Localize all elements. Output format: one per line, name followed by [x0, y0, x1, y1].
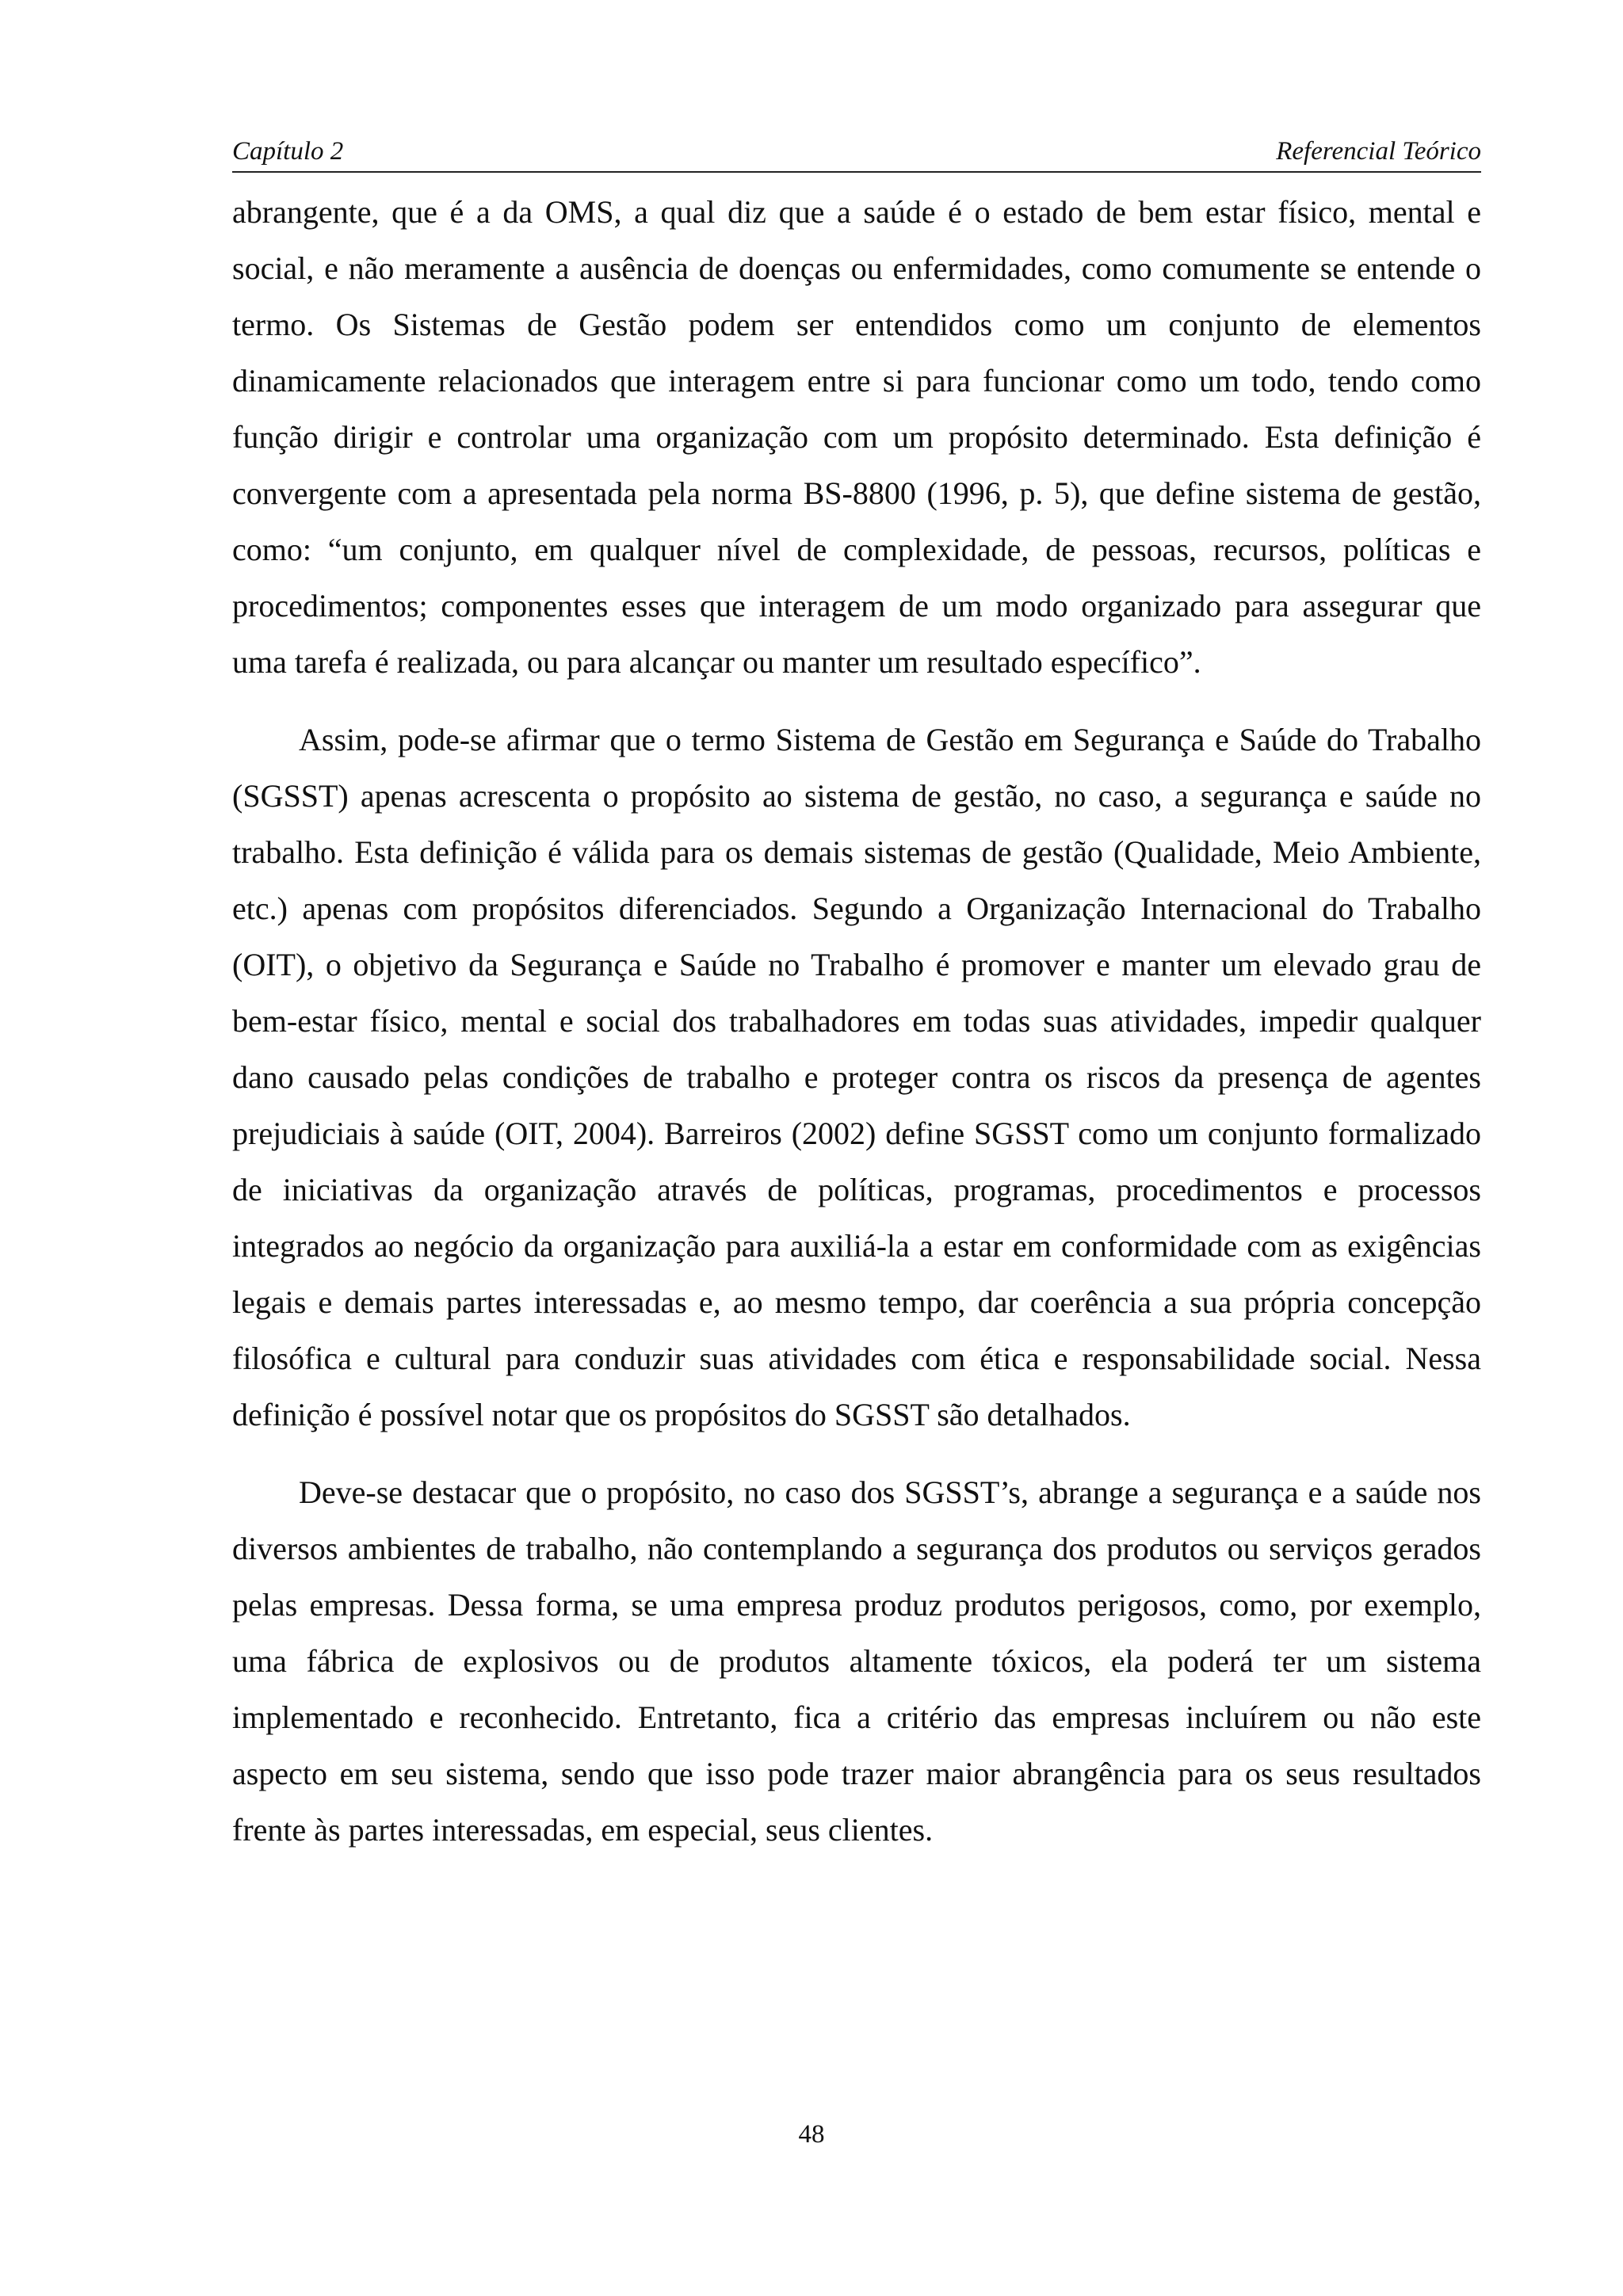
body-text: [232, 184, 1481, 1858]
page-number: 48: [798, 2120, 825, 2149]
running-header: [232, 127, 1481, 173]
paragraph-3: Deve-se destacar que o propósito, no caso dos SGSST’s, abrange a segurança e a saúde nos diversos ambientes de trabalho, não contemplando a segurança dos produtos ou serviços gerados pelas empresas. Dessa forma, se uma empresa produz produtos perigosos, como, por exemplo, uma fábrica de explosivos ou de produtos altamente tóxicos, ela poderá ter um sistema implementado e reconhecido. Entretanto, fica a critério das empresas incluírem ou não este aspecto em seu sistema, sendo que isso pode trazer maior abrangência para os seus resultados frente às partes interessadas, em especial, seus clientes.: [232, 1474, 1481, 1848]
paragraph-2: Assim, pode-se afirmar que o termo Sistema de Gestão em Segurança e Saúde do Trabalho (SGSST) apenas acrescenta o propósito ao sistema de gestão, no caso, a segurança e saúde no trabalho. Esta definição é válida para os demais sistemas de gestão (Qualidade, Meio Ambiente, etc.) apenas com propósitos diferenciados. Segundo a Organização Internacional do Trabalho (OIT), o objetivo da Segurança e Saúde no Trabalho é promover e manter um elevado grau de bem-estar físico, mental e social dos trabalhadores em todas suas atividades, impedir qualquer dano causado pelas condições de trabalho e proteger contra os riscos da presença de agentes prejudiciais à saúde (OIT, 2004). Barreiros (2002) define SGSST como um conjunto formalizado de iniciativas da organização através de políticas, programas, procedimentos e processos integrados ao negócio da organização para auxiliá-la a estar em conformidade com as exigências legais e demais partes interessadas e, ao mesmo tempo, dar coerência a sua própria concepção filosófica e cultural para conduzir suas atividades com ética e responsabilidade social. Nessa definição é possível notar que os propósitos do SGSST são detalhados.: [232, 722, 1481, 1432]
chapter-label: Capítulo 2: [232, 137, 344, 166]
section-label: Referencial Teórico: [1276, 137, 1481, 166]
paragraph-1: abrangente, que é a da OMS, a qual diz que a saúde é o estado de bem estar físico, mental e social, e não meramente a ausência de doenças ou enfermidades, como comumente se entende o termo. Os Sistemas de Gestão podem ser entendidos como um conjunto de elementos dinamicamente relacionados que interagem entre si para funcionar como um todo, tendo como função dirigir e controlar uma organização com um propósito determinado. Esta definição é convergente com a apresentada pela norma BS-8800 (1996, p. 5), que define sistema de gestão, como: “um conjunto, em qualquer nível de complexidade, de pessoas, recursos, políticas e procedimentos; componentes esses que interagem de um modo organizado para assegurar que uma tarefa é realizada, ou para alcançar ou manter um resultado específico”.: [232, 194, 1481, 680]
document-page: [232, 127, 1481, 1858]
